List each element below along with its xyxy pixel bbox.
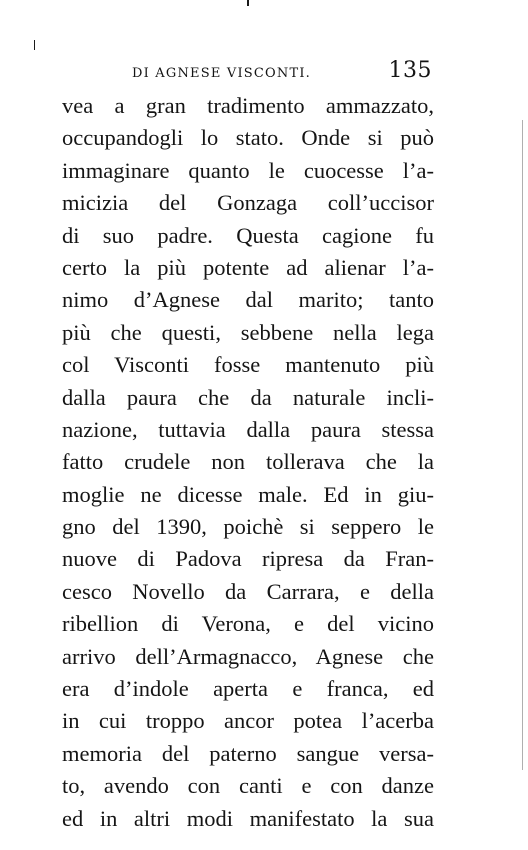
text-line: ed in altri modi manifestato la sua (62, 805, 434, 831)
text-line: col Visconti fosse mantenuto più (62, 352, 434, 378)
page-header (62, 58, 432, 88)
text-line: certo la più potente ad alienar l’a- (62, 254, 434, 280)
print-mark (247, 0, 249, 6)
text-line: più che questi, sebbene nella lega (62, 319, 434, 345)
text-line: in cui troppo ancor potea l’acerba (62, 708, 434, 734)
text-line: dalla paura che da naturale incli- (62, 384, 434, 410)
running-head: DI AGNESE VISCONTI. (132, 66, 312, 81)
text-line: arrivo dell’Armagnacco, Agnese che (62, 643, 434, 669)
text-line: nazione, tuttavia dalla paura stessa (62, 416, 434, 442)
body-text (62, 90, 434, 835)
page-number: 135 (388, 58, 432, 83)
text-line: era d’indole aperta e franca, ed (62, 676, 434, 702)
text-line: to, avendo con canti e con danze (62, 773, 434, 799)
text-line: di suo padre. Questa cagione fu (62, 222, 434, 248)
text-line: moglie ne dicesse male. Ed in giu- (62, 481, 434, 507)
text-line: gno del 1390, poichè si seppero le (62, 514, 434, 540)
text-line: vea a gran tradimento ammazzato, (62, 93, 434, 118)
page-edge-shadow (522, 120, 523, 770)
text-line: ribellion di Verona, e del vicino (62, 611, 434, 637)
text-line: fatto crudele non tollerava che la (62, 449, 434, 475)
text-line: nimo d’Agnese dal marito; tanto (62, 287, 434, 313)
text-line: micizia del Gonzaga coll’uccisor (62, 190, 434, 216)
text-line: memoria del paterno sangue versa- (62, 740, 434, 766)
print-mark (34, 40, 35, 50)
text-line: nuove di Padova ripresa da Fran- (62, 546, 434, 572)
text-line: occupandogli lo stato. Onde si può (62, 125, 434, 151)
text-line: cesco Novello da Carrara, e della (62, 578, 434, 604)
text-line: immaginare quanto le cuocesse l’a- (62, 157, 434, 183)
